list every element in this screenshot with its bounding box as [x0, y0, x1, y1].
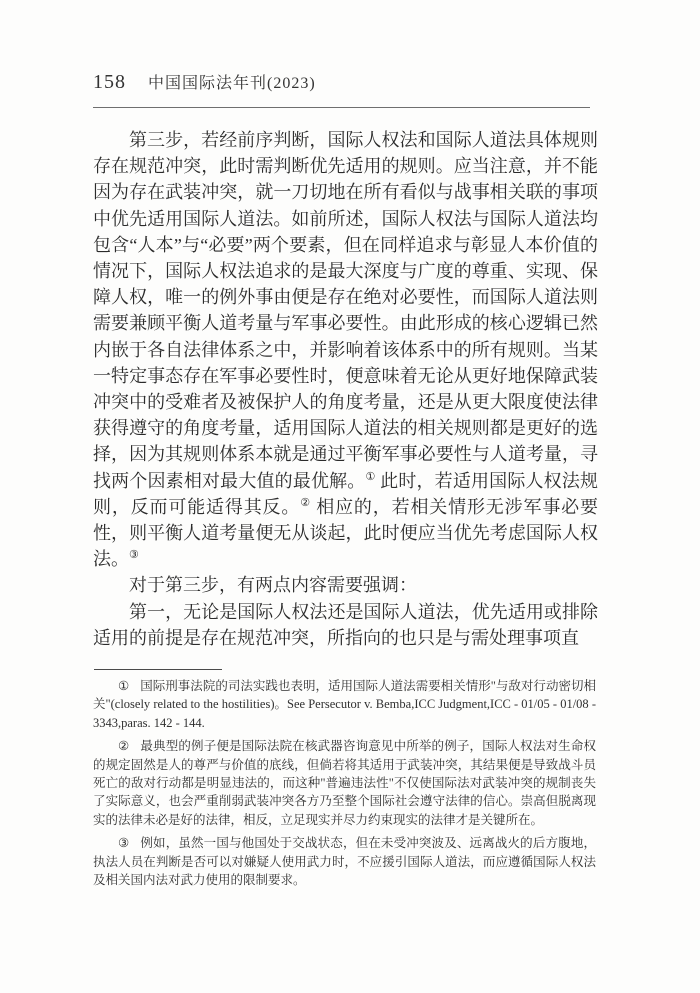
footnotes	[93, 677, 596, 889]
footnote-ref: ③	[129, 549, 139, 562]
footnote-ref: ①	[365, 470, 376, 483]
body-paragraph: 第一，无论是国际人权法还是国际人道法，优先适用或排除适用的前提是存在规范冲突，所指向的也只是与需处理事项直	[93, 601, 598, 648]
page-number: 158	[93, 71, 126, 93]
footnote-marker: ③	[118, 836, 130, 851]
body-paragraph: 对于第三步，有两点内容需要强调：	[129, 575, 417, 596]
footnote: ② 最典型的例子便是国际法院在核武器咨询意见中所举的例子，国际人权法对生命权的规定固然是人的尊严与价值的底线，但倘若将其适用于武装冲突，其结果便是导致战斗员死亡的敌对行动都是明显违法的，而这种"普遍违法性"不仅使国际法对武装冲突的规制丧失了实际意义，也会严重削弱武装冲突各方乃至整个国际社会遵守法律的信心。崇高但脱离现实的法律未必是好的法律，相反，立足现实并尽力约束现实的法律才是关键所在。	[93, 739, 596, 827]
footnote-rule	[94, 669, 222, 670]
body-text	[93, 127, 598, 651]
journal-title: 中国国际法年刊(2023)	[148, 75, 316, 92]
footnote: ① 国际刑事法院的司法实践也表明，适用国际人道法需要相关情形"与敌对行动密切相关"(closely related to the hostilities)。See Persecutor v. Bemba,ICC Judgment,ICC - 01/05 - 01/08 - 3343,paras. 142 - 144.	[93, 679, 596, 730]
page-header	[93, 70, 316, 94]
body-paragraph: 第三步，若经前序判断，国际人权法和国际人道法具体规则存在规范冲突，此时需判断优先适用的规则。应当注意，并不能因为存在武装冲突，就一刀切地在所有看似与战事相关联的事项中优先适用国际人道法。如前所述，国际人权法与国际人道法均包含“人本”与“必要”两个要素，但在同样追求与彰显人本价值的情况下，国际人权法追求的是最大深度与广度的尊重、实现、保障人权，唯一的例外事由便是存在绝对必要性，而国际人道法则需要兼顾平衡人道考量与军事必要性。由此形成的核心逻辑已然内嵌于各自法律体系之中，并影响着该体系中的所有规则。当某一特定事态存在军事必要性时，便意味着无论从更好地保障武装冲突中的受难者及被保护人的角度考量，还是从更大限度使法律获得遵守的角度考量，适用国际人道法的相关规则都是更好的选择，因为其规则体系本就是通过平衡军事必要性与人道考量，寻找两个因素相对最大值的最优解。① 此时，若适用国际人权法规则，反而可能适得其反。② 相应的，若相关情形无涉军事必要性，则平衡人道考量便无从谈起，此时便应当优先考虑国际人权法。③	[93, 130, 598, 570]
header-rule	[93, 107, 590, 108]
footnote-ref: ②	[300, 496, 311, 509]
footnote-marker: ②	[118, 739, 130, 754]
footnote: ③ 例如，虽然一国与他国处于交战状态，但在未受冲突波及、远离战火的后方腹地，执法人员在判断是否可以对嫌疑人使用武力时，不应援引国际人道法，而应遵循国际人权法及相关国内法对武力使用的限制要求。	[93, 836, 596, 888]
footnote-marker: ①	[118, 679, 130, 693]
